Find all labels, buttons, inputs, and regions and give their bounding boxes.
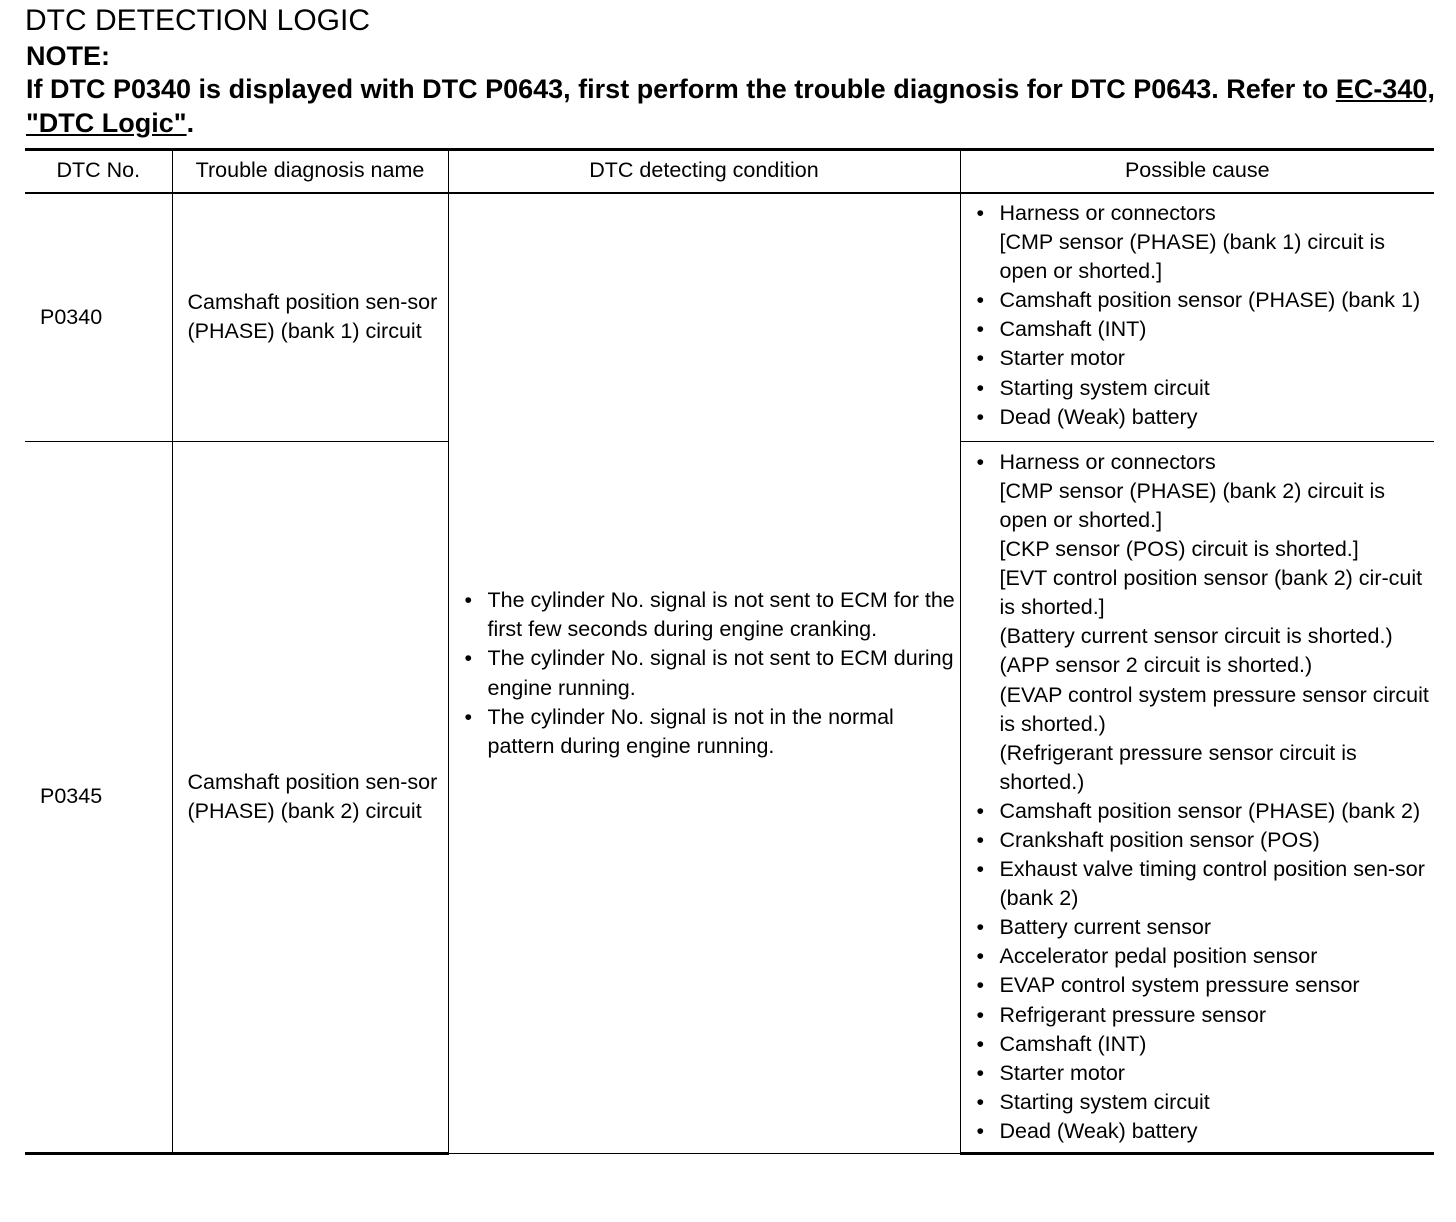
list-item: • Camshaft (INT) [975, 1030, 1431, 1059]
cause-detail: (EVAP control system pressure sensor circuit is shorted.) [999, 682, 1429, 736]
cause-list [975, 199, 1431, 432]
note-label: NOTE: [26, 41, 110, 71]
section-title: DTC DETECTION LOGIC [25, 4, 371, 37]
cause-detail: [CMP sensor (PHASE) (bank 1) circuit is open or shorted.] [999, 230, 1386, 284]
list-item: • The cylinder No. signal is not sent to ECM for the first few seconds during engine cranking. [463, 586, 960, 644]
list-item: • The cylinder No. signal is not sent to ECM during engine running. [463, 644, 960, 702]
possible-cause [960, 441, 1434, 1153]
possible-cause [960, 193, 1434, 441]
list-item: • Camshaft position sensor (PHASE) (bank 2) [975, 797, 1431, 826]
table-header-row [25, 150, 1434, 194]
note-end: . [186, 108, 195, 138]
list-item: • Starting system circuit [975, 1088, 1431, 1117]
list-item: • Battery current sensor [975, 913, 1431, 942]
list-item [975, 448, 1431, 797]
cause-detail: (APP sensor 2 circuit is shorted.) [999, 653, 1313, 678]
note-body: If DTC P0340 is displayed with DTC P0643, first perform the trouble diagnosis for DTC P0643. Refer to [26, 74, 1336, 104]
cause-text: Harness or connectors [999, 201, 1216, 225]
list-item: • Exhaust valve timing control position sen-sor (bank 2) [975, 855, 1431, 913]
header-diagnosis-name: Trouble diagnosis name [172, 150, 448, 194]
cause-text: Harness or connectors [999, 449, 1216, 474]
cause-list [975, 448, 1431, 1146]
dtc-number: P0345 [25, 441, 172, 1153]
cause-detail: (Refrigerant pressure sensor circuit is shorted.) [999, 740, 1357, 794]
list-item: • The cylinder No. signal is not in the normal pattern during engine running. [463, 703, 960, 761]
list-item: • Crankshaft position sensor (POS) [975, 826, 1431, 855]
condition-list [463, 586, 960, 761]
cause-detail: [CMP sensor (PHASE) (bank 2) circuit is open or shorted.] [999, 478, 1386, 532]
list-item: • Camshaft (INT) [975, 315, 1431, 344]
list-item: • Refrigerant pressure sensor [975, 1001, 1431, 1030]
reference-link[interactable]: EC-340, "DTC Logic" [26, 74, 1435, 138]
header-possible-cause: Possible cause [960, 150, 1434, 194]
list-item: • Dead (Weak) battery [975, 1117, 1431, 1146]
cause-detail: (Battery current sensor circuit is shorted.) [999, 624, 1393, 649]
diagnosis-name: Camshaft position sen-sor (PHASE) (bank 1) circuit [172, 193, 448, 441]
list-item [975, 199, 1431, 286]
diagnosis-name: Camshaft position sen-sor (PHASE) (bank 2) circuit [172, 441, 448, 1153]
list-item: • Camshaft position sensor (PHASE) (bank 1) [975, 286, 1431, 315]
detecting-condition [448, 193, 960, 1154]
header-detecting-condition: DTC detecting condition [448, 150, 960, 194]
list-item: • Starting system circuit [975, 374, 1431, 403]
dtc-number: P0340 [25, 193, 172, 441]
cause-detail: [CKP sensor (POS) circuit is shorted.] [999, 537, 1359, 562]
list-item: • Dead (Weak) battery [975, 403, 1431, 432]
cause-detail: [EVT control position sensor (bank 2) cir-cuit is shorted.] [999, 566, 1423, 620]
list-item: • Accelerator pedal position sensor [975, 942, 1431, 971]
header-dtc-no: DTC No. [25, 150, 172, 194]
dtc-table [25, 148, 1434, 1155]
list-item: • Starter motor [975, 1059, 1431, 1088]
table-row [25, 193, 1434, 441]
note-text [26, 72, 1451, 140]
list-item: • EVAP control system pressure sensor [975, 971, 1431, 1000]
list-item: • Starter motor [975, 344, 1431, 373]
